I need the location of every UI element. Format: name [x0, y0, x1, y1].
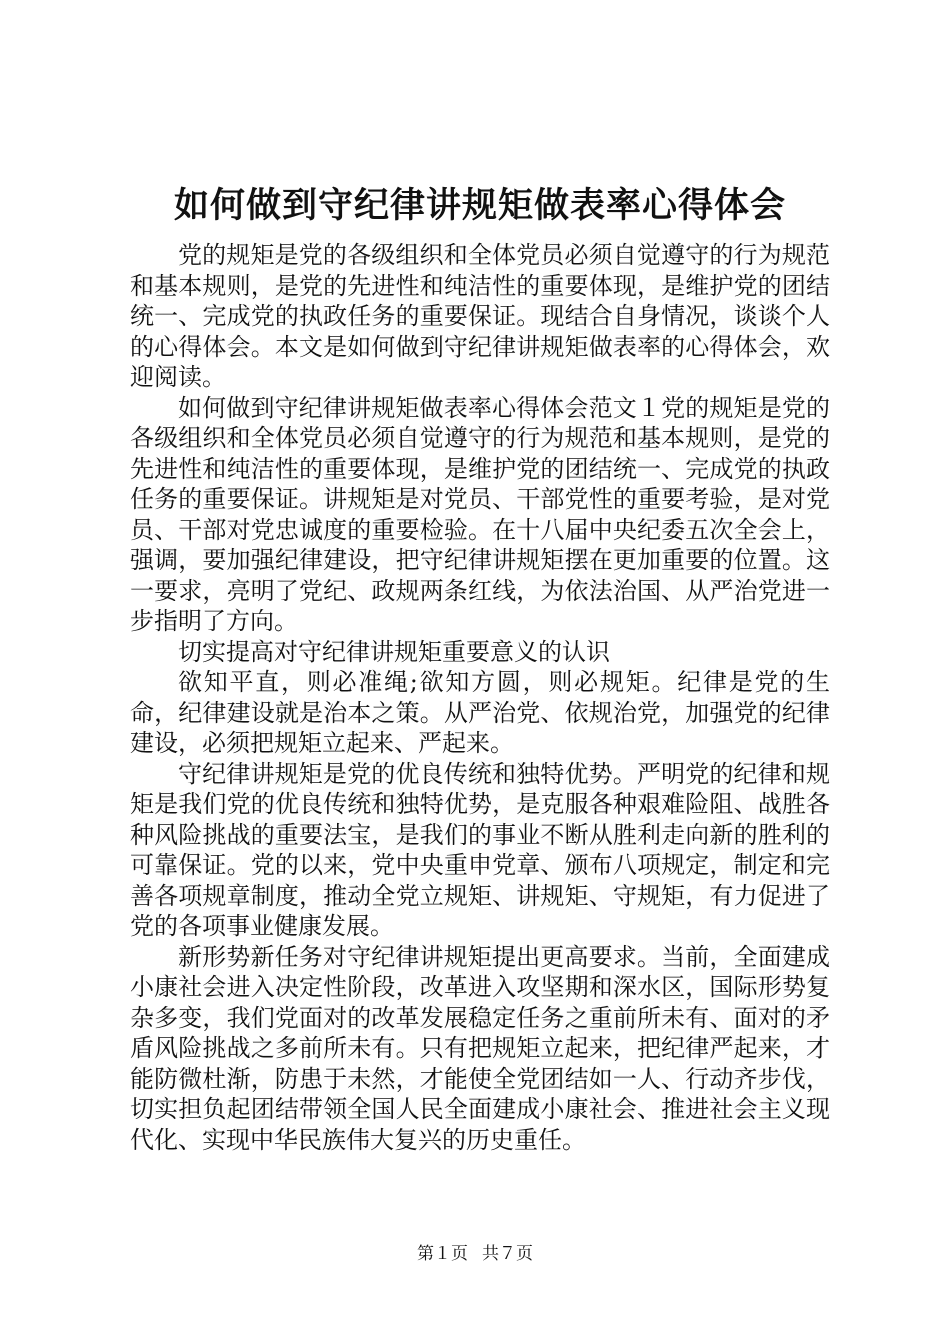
document-title: 如何做到守纪律讲规矩做表率心得体会: [173, 185, 786, 226]
page-number-current: 第１页: [417, 1244, 468, 1264]
paragraph-discipline-life: 欲知平直，则必准绳;欲知方圆，则必规矩。纪律是党的生命，纪律建设就是治本之策。从严治党、依规治党，加强党的纪律建设，必须把规矩立起来、严起来。: [130, 668, 830, 757]
section-heading: 切实提高对守纪律讲规矩重要意义的认识: [178, 637, 610, 666]
page-number-total: 共７页: [482, 1244, 533, 1264]
paragraph-intro: 党的规矩是党的各级组织和全体党员必须自觉遵守的行为规范和基本规则，是党的先进性和纯洁性的重要体现，是维护党的团结统一、完成党的执政任务的重要保证。现结合自身情况，谈谈个人的心得体会。本文是如何做到守纪律讲规矩做表率的心得体会，欢迎阅读。: [130, 241, 830, 391]
paragraph-sample-one: 如何做到守纪律讲规矩做表率心得体会范文１党的规矩是党的各级组织和全体党员必须自觉遵守的行为规范和基本规则，是党的先进性和纯洁性的重要体现，是维护党的团结统一、完成党的执政任务的重要保证。讲规矩是对党员、干部党性的重要考验，是对党员、干部对党忠诚度的重要检验。在十八届中央纪委五次全会上，强调，要加强纪律建设，把守纪律讲规矩摆在更加重要的位置。这一要求，亮明了党纪、政规两条红线，为依法治国、从严治党进一步指明了方向。: [130, 393, 830, 635]
paragraph-new-situation: 新形势新任务对守纪律讲规矩提出更高要求。当前，全面建成小康社会进入决定性阶段，改革进入攻坚期和深水区，国际形势复杂多变，我们党面对的改革发展稳定任务之重前所未有、面对的矛盾风险挑战之多前所未有。只有把规矩立起来，把纪律严起来，才能防微杜渐，防患于未然，才能使全党团结如一人、行动齐步伐，切实担负起团结带领全国人民全面建成小康社会、推进社会主义现代化、实现中华民族伟大复兴的历史重任。: [130, 942, 830, 1154]
document-page: [130, 180, 830, 1155]
paragraph-tradition: 守纪律讲规矩是党的优良传统和独特优势。严明党的纪律和规矩是我们党的优良传统和独特优势，是克服各种艰难险阻、战胜各种风险挑战的重要法宝，是我们的事业不断从胜利走向新的胜利的可靠保证。党的以来，党中央重申党章、颁布八项规定，制定和完善各项规章制度，推动全党立规矩、讲规矩、守规矩，有力促进了党的各项事业健康发展。: [130, 759, 830, 940]
page-footer: [0, 1242, 950, 1266]
